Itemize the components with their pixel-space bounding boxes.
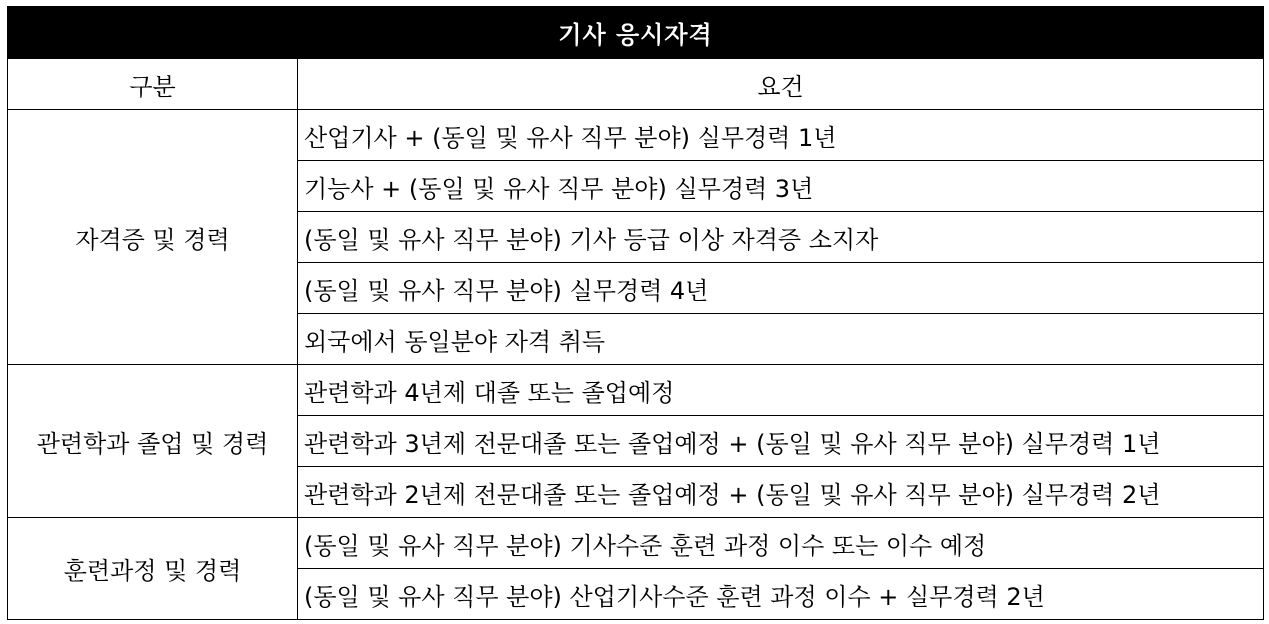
table-row bbox=[8, 110, 1264, 161]
requirement-cell: (동일 및 유사 직무 분야) 기사수준 훈련 과정 이수 또는 이수 예정 bbox=[298, 518, 1264, 569]
requirement-cell: 관련학과 4년제 대졸 또는 졸업예정 bbox=[298, 365, 1264, 416]
requirement-cell: 외국에서 동일분야 자격 취득 bbox=[298, 314, 1264, 365]
header-category: 구분 bbox=[8, 59, 298, 110]
qualification-table bbox=[7, 6, 1264, 620]
requirement-cell: 산업기사 + (동일 및 유사 직무 분야) 실무경력 1년 bbox=[298, 110, 1264, 161]
requirement-cell: 관련학과 3년제 전문대졸 또는 졸업예정 + (동일 및 유사 직무 분야) 실무경력 1년 bbox=[298, 416, 1264, 467]
category-cell: 자격증 및 경력 bbox=[8, 110, 298, 365]
requirement-cell: 관련학과 2년제 전문대졸 또는 졸업예정 + (동일 및 유사 직무 분야) 실무경력 2년 bbox=[298, 467, 1264, 518]
category-cell: 훈련과정 및 경력 bbox=[8, 518, 298, 620]
table-row bbox=[8, 518, 1264, 569]
table-row bbox=[8, 365, 1264, 416]
requirement-cell: 기능사 + (동일 및 유사 직무 분야) 실무경력 3년 bbox=[298, 161, 1264, 212]
qualification-table-container bbox=[7, 6, 1263, 620]
requirement-cell: (동일 및 유사 직무 분야) 실무경력 4년 bbox=[298, 263, 1264, 314]
title-row bbox=[8, 7, 1264, 59]
header-requirement: 요건 bbox=[298, 59, 1264, 110]
header-row bbox=[8, 59, 1264, 110]
category-cell: 관련학과 졸업 및 경력 bbox=[8, 365, 298, 518]
requirement-cell: (동일 및 유사 직무 분야) 산업기사수준 훈련 과정 이수 + 실무경력 2년 bbox=[298, 569, 1264, 620]
requirement-cell: (동일 및 유사 직무 분야) 기사 등급 이상 자격증 소지자 bbox=[298, 212, 1264, 263]
table-title: 기사 응시자격 bbox=[8, 7, 1264, 59]
